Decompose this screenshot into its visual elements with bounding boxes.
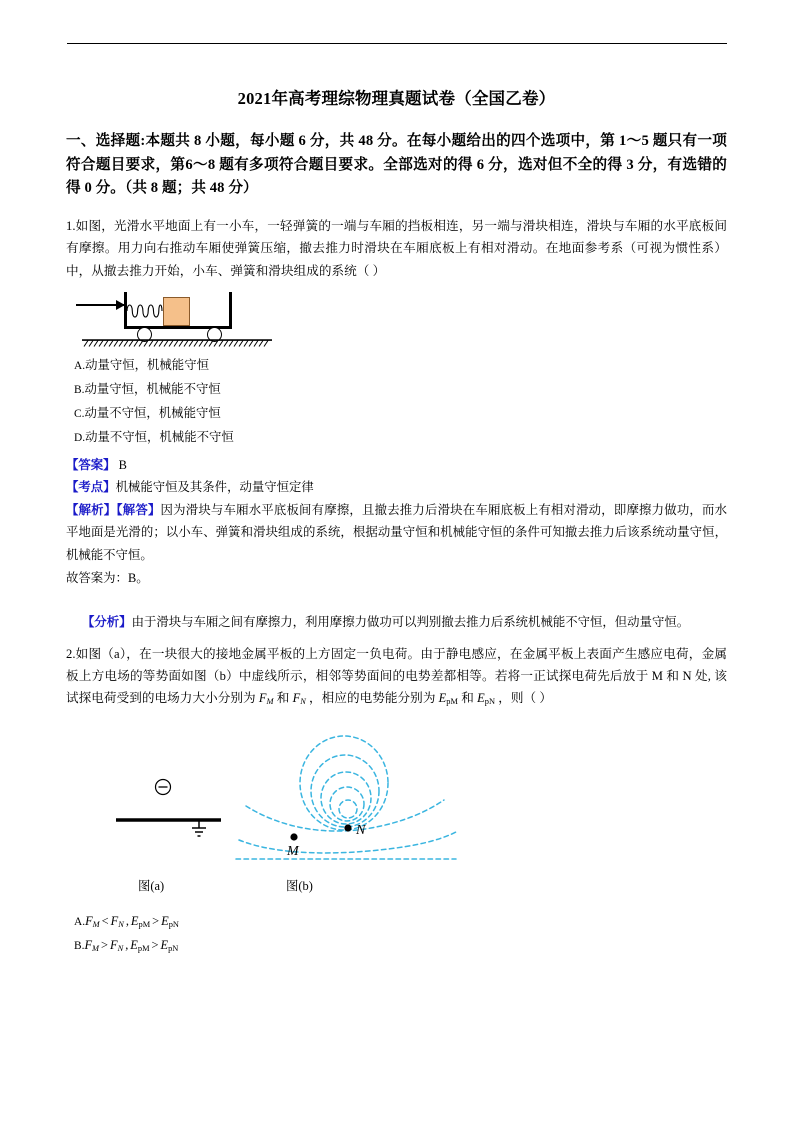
option-b-label: B. [74, 384, 85, 397]
q2-option-b[interactable] [66, 934, 727, 958]
question-2-stem [66, 643, 727, 711]
question-1-stem: 1.如图，光滑水平地面上有一小车，一轻弹簧的一端与车厢的挡板相连，另一端与滑块相连，滑块与车厢的水平底板间有摩擦。用力向右推动车厢使弹簧压缩，撤去推力时滑块在车厢底板上有相对滑动。在地面参考系（可视为惯性系）中，从撤去推力开始，小车、弹簧和滑块组成的系统（ ） [66, 218, 727, 278]
option-c-label: C. [74, 407, 85, 420]
push-force-arrow-icon [76, 304, 124, 306]
option-d-label: D. [74, 431, 86, 444]
symbol-f-n: $F_N$ [292, 691, 306, 707]
option-c[interactable] [66, 402, 727, 426]
answer-value: B [118, 457, 127, 472]
equipotential-2 [330, 787, 364, 821]
option-a-text: 动量守恒，机械能守恒 [85, 358, 209, 373]
point-m-dot [290, 834, 297, 841]
cart-right-wall [229, 292, 232, 328]
option-a-label: A. [74, 360, 86, 373]
equipotential-1 [339, 800, 357, 818]
question-2-stem-part1: 2.如图（a），在一块很大的接地金属平板的上方固定一负电荷。由于静电感应，在金属平板上表面产生感应电荷，金属板上方电场的等势面如图（b）中虚线所示，相邻等势面间的电势差都相等。若将一正试探电荷先后放于 M 和 N 处, 该试探电荷受到的电场力大小分别为 [66, 646, 727, 706]
q2-option-a-math: $F_M < F_N$ , $E_{pM} > E_{pN}$ [85, 914, 179, 930]
figure-b-caption: 图(b) [286, 879, 313, 894]
equipotential-5 [300, 736, 388, 830]
option-d-text: 动量不守恒，机械能不守恒 [85, 429, 234, 444]
equipotential-7 [239, 832, 456, 853]
keypoint-row [66, 476, 727, 499]
analysis-value: 由于滑块与车厢之间有摩擦力，利用摩擦力做功可以判别撤去推力后系统机械能不守恒，但动量守恒。 [131, 615, 690, 630]
figure-b-group [236, 736, 456, 859]
explanation-label: 【解析】【解答】 [66, 502, 161, 517]
explanation-row [66, 499, 727, 567]
keypoint-value: 机械能守恒及其条件，动量守恒定律 [115, 480, 314, 495]
symbol-ep-m: $E_{pM}$ [438, 691, 459, 707]
ground-hatching-icon [82, 339, 272, 347]
header-rule [67, 43, 727, 44]
stem-connector-3: 和 [458, 691, 478, 706]
figure-cart-spring-block [74, 292, 314, 348]
option-a[interactable] [66, 354, 727, 378]
point-n-label: N [356, 823, 366, 839]
figure-captions [96, 876, 496, 896]
ground-symbol-icon [192, 820, 206, 836]
option-b-text: 动量守恒，机械能不守恒 [84, 382, 221, 397]
question-1-answer-block [66, 454, 727, 589]
question-1-options [66, 354, 727, 450]
conclusion-row: 故答案为：B。 [66, 570, 149, 585]
stem-connector-2: ，相应的电势能分别为 [305, 691, 439, 706]
q2-option-b-label: B. [74, 940, 85, 953]
answer-row [66, 454, 727, 477]
symbol-f-m: $F_M$ [258, 691, 274, 707]
q2-option-b-math: $F_M > F_N$ , $E_{pM} > E_{pN}$ [84, 938, 179, 954]
question-1-analysis [66, 611, 727, 633]
stem-ending: ，则（ ） [495, 691, 553, 706]
explanation-value: 因为滑块与车厢水平底板间有摩擦，且撤去推力后滑块在车厢底板上有相对滑动，即摩擦力做功，而水平地面是光滑的；以小车、弹簧和滑块组成的系统，根据动量守恒和机械能守恒的条件可知撤去推力后该系统动量守恒，机械能不守恒。 [66, 502, 727, 563]
point-m-label: M [287, 844, 299, 860]
analysis-label: 【分析】 [82, 615, 132, 630]
option-d[interactable] [66, 426, 727, 450]
sliding-block [163, 297, 190, 326]
spring-icon [126, 300, 163, 322]
q2-option-a[interactable] [66, 910, 727, 934]
option-c-text: 动量不守恒，机械能守恒 [84, 405, 221, 420]
q2-option-a-label: A. [74, 916, 86, 929]
figure-electrostatics [96, 724, 496, 874]
option-b[interactable] [66, 378, 727, 402]
symbol-ep-n: $E_{pN}$ [477, 691, 496, 707]
section-heading: 一、选择题:本题共 8 小题，每小题 6 分，共 48 分。在每小题给出的四个选项中，第 1～5 题只有一项符合题目要求，第6～8 题有多项符合题目要求。全部选对的得 6 分，选对但不全的得 3 分，有选错的得 0 分。（共 8 题；共 48 分） [66, 133, 727, 197]
stem-connector-1: 和 [273, 691, 293, 706]
figure-a-group [116, 780, 221, 837]
answer-label: 【答案】 [66, 457, 116, 472]
figure-a-caption: 图(a) [138, 879, 165, 894]
point-n-dot [344, 825, 351, 832]
equipotential-4 [311, 755, 379, 827]
question-2-options [66, 910, 727, 958]
page-title: 2021年高考理综物理真题试卷（全国乙卷） [237, 89, 556, 108]
keypoint-label: 【考点】 [66, 480, 116, 495]
